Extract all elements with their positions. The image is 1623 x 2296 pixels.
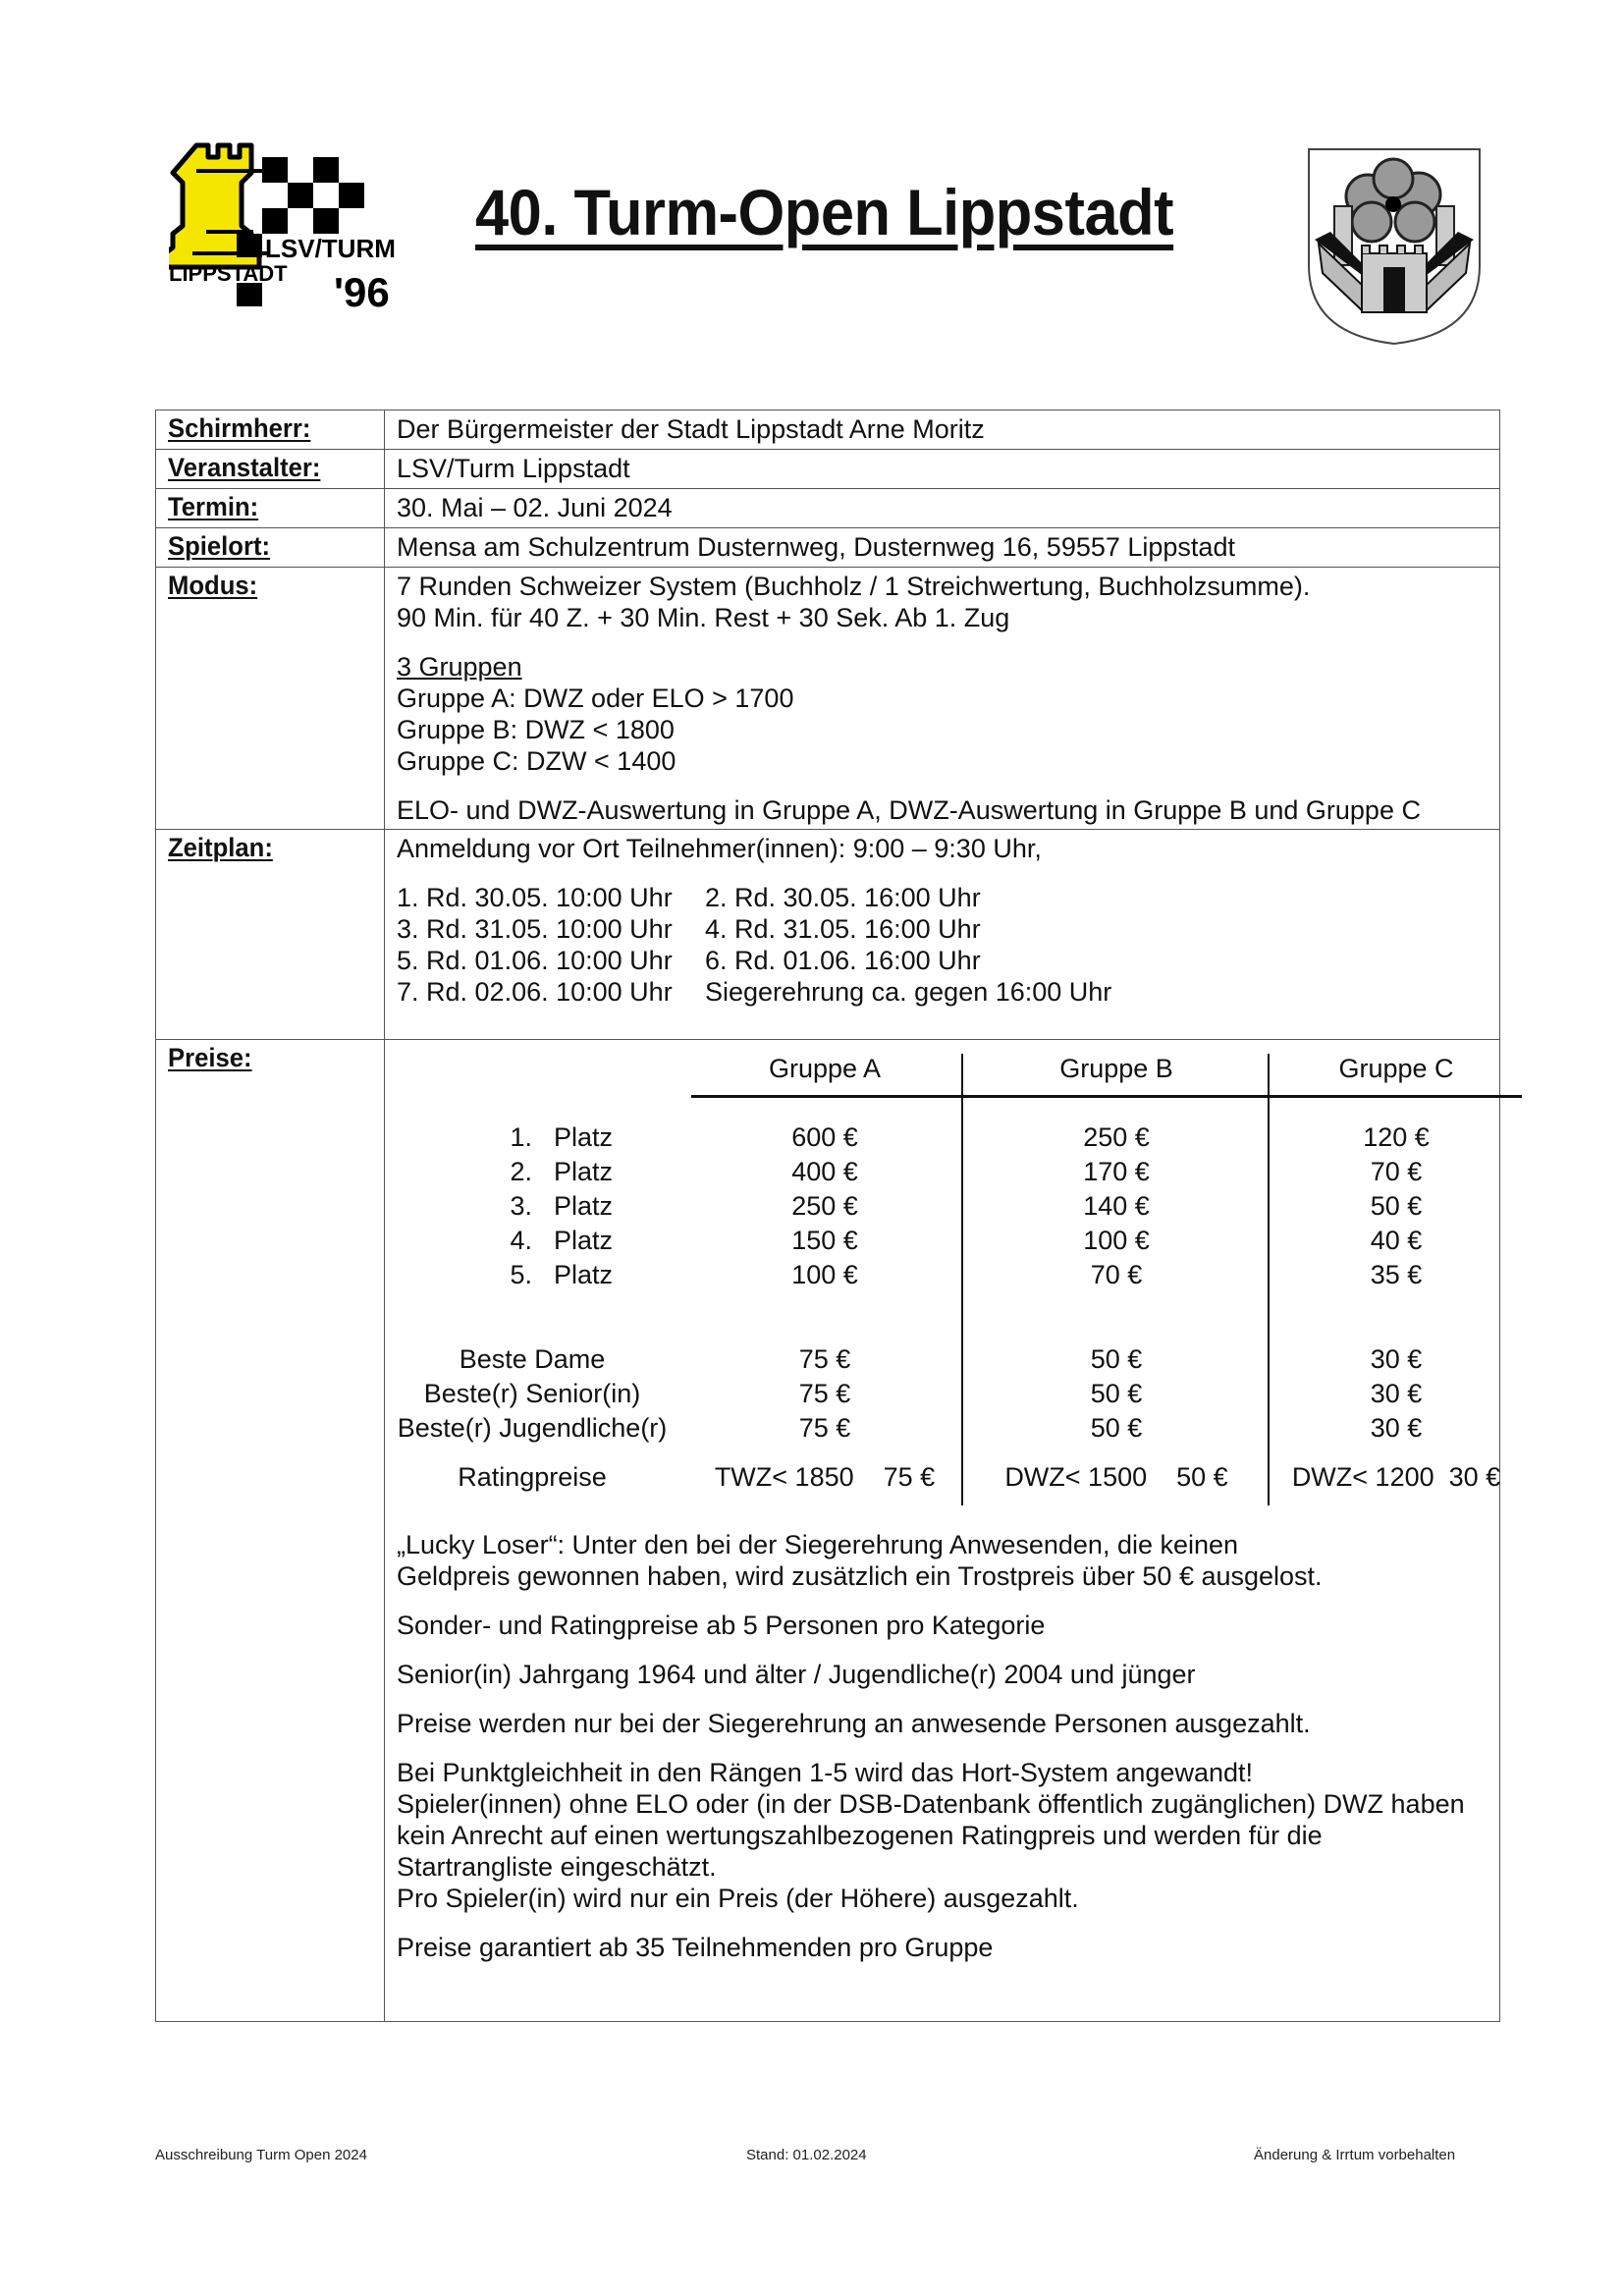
row-schirmherr: [156, 410, 1500, 450]
schedule-round-2: 2. Rd. 30.05. 16:00 Uhr: [705, 883, 981, 912]
prize-group-b: 140 €: [1083, 1191, 1150, 1221]
value-zeitplan: [385, 830, 1500, 1040]
one-prize-rule: Pro Spieler(in) wird nur ein Preis (der Höhere) ausgezahlt.: [397, 1884, 1079, 1913]
schedule-round-3: 3. Rd. 31.05. 10:00 Uhr: [397, 914, 673, 944]
row-zeitplan: [156, 830, 1500, 1040]
label-termin: Termin:: [168, 492, 259, 521]
label-veranstalter: Veranstalter:: [168, 453, 321, 482]
rating-prize-group-a: TWZ< 1850 75 €: [714, 1462, 936, 1492]
schedule-round-4: 4. Rd. 31.05. 16:00 Uhr: [705, 914, 981, 944]
place-label: Platz: [554, 1157, 614, 1186]
header-divider: [691, 1095, 1522, 1098]
group-b-rule: Gruppe B: DWZ < 1800: [397, 715, 675, 744]
logo-text-lsv: LSV/TURM: [265, 234, 396, 263]
row-modus: [156, 568, 1500, 830]
prize-table: [385, 1040, 1499, 1502]
rating-prize-group-b: DWZ< 1500 50 €: [1004, 1462, 1228, 1492]
place-number: 3.: [510, 1191, 532, 1221]
place-number: 1.: [510, 1122, 532, 1152]
row-spielort: [156, 528, 1500, 568]
age-category-definition: Senior(in) Jahrgang 1964 und älter / Jugendliche(r) 2004 und jünger: [397, 1660, 1196, 1689]
group-c-rule: Gruppe C: DZW < 1400: [397, 746, 676, 776]
page-title: 40. Turm-Open Lippstadt: [475, 176, 1174, 248]
schedule-ceremony: Siegerehrung ca. gegen 16:00 Uhr: [705, 977, 1112, 1007]
label-schirmherr: Schirmherr:: [168, 413, 311, 443]
prize-group-b: 50 €: [1090, 1344, 1143, 1374]
place-label: Platz: [554, 1191, 614, 1221]
schedule-round-7: 7. Rd. 02.06. 10:00 Uhr: [397, 977, 673, 1007]
value-modus: [385, 568, 1500, 830]
col-header-group-a: Gruppe A: [768, 1054, 882, 1083]
col-header-group-c: Gruppe C: [1338, 1054, 1454, 1083]
footer-disclaimer: Änderung & Irrtum vorbehalten: [1254, 2147, 1456, 2163]
prize-group-c: 70 €: [1370, 1157, 1423, 1186]
prize-group-a: 400 €: [791, 1157, 858, 1186]
column-divider-ab: [961, 1054, 963, 1505]
prize-group-b: 50 €: [1090, 1379, 1143, 1408]
unrated-rule-2: kein Anrecht auf einen wertungszahlbezogenen Ratingpreis und werden für die: [397, 1821, 1323, 1850]
prize-guarantee: Preise garantiert ab 35 Teilnehmenden pro Gruppe: [397, 1933, 994, 1962]
prize-group-a: 75 €: [798, 1379, 851, 1408]
rating-prize-group-c: DWZ< 1200 30 €: [1291, 1462, 1501, 1492]
logo-text-year: '96: [334, 269, 390, 309]
prize-group-c: 120 €: [1363, 1122, 1430, 1152]
schedule-round-1: 1. Rd. 30.05. 10:00 Uhr: [397, 883, 673, 912]
prize-group-a: 150 €: [791, 1226, 858, 1255]
prize-group-b: 70 €: [1090, 1260, 1143, 1289]
schedule-round-5: 5. Rd. 01.06. 10:00 Uhr: [397, 946, 673, 975]
prize-group-c: 35 €: [1370, 1260, 1423, 1289]
modus-system: 7 Runden Schweizer System (Buchholz / 1 Streichwertung, Buchholzsumme).: [397, 572, 1311, 601]
place-number: 2.: [510, 1157, 532, 1186]
coat-of-arms-icon: [1301, 137, 1488, 349]
place-number: 4.: [510, 1226, 532, 1255]
prize-group-a: 75 €: [798, 1344, 851, 1374]
place-label: Platz: [554, 1226, 614, 1255]
label-modus: Modus:: [168, 571, 258, 600]
place-number: 5.: [510, 1260, 532, 1289]
row-veranstalter: [156, 450, 1500, 489]
footer-date: Stand: 01.02.2024: [746, 2147, 867, 2163]
attendance-requirement: Preise werden nur bei der Siegerehrung an anwesende Personen ausgezahlt.: [397, 1709, 1311, 1738]
prize-group-b: 250 €: [1083, 1122, 1150, 1152]
prize-group-c: 30 €: [1370, 1379, 1423, 1408]
prize-group-c: 40 €: [1370, 1226, 1423, 1255]
value-schirmherr: Der Bürgermeister der Stadt Lippstadt Arne Moritz: [385, 410, 1500, 450]
club-logo: [169, 137, 424, 309]
unrated-rule-1: Spieler(innen) ohne ELO oder (in der DSB-Datenbank öffentlich zugänglichen) DWZ haben: [397, 1789, 1465, 1819]
prize-group-a: 100 €: [791, 1260, 858, 1289]
label-spielort: Spielort:: [168, 531, 271, 561]
unrated-rule-3: Startrangliste eingeschätzt.: [397, 1852, 717, 1882]
col-header-group-b: Gruppe B: [1059, 1054, 1173, 1083]
row-preise: [156, 1040, 1500, 2022]
group-a-rule: Gruppe A: DWZ oder ELO > 1700: [397, 683, 794, 713]
place-label: Platz: [554, 1122, 614, 1152]
prize-group-b: 50 €: [1090, 1413, 1143, 1443]
prize-group-c: 30 €: [1370, 1413, 1423, 1443]
groups-heading: 3 Gruppen: [397, 652, 522, 682]
place-label: Platz: [554, 1260, 614, 1289]
prize-group-b: 170 €: [1083, 1157, 1150, 1186]
special-prize-label: Beste Dame: [459, 1344, 606, 1374]
registration-time: Anmeldung vor Ort Teilnehmer(innen): 9:00 – 9:30 Uhr,: [397, 834, 1042, 863]
label-zeitplan: Zeitplan:: [168, 833, 273, 862]
modus-time-control: 90 Min. für 40 Z. + 30 Min. Rest + 30 Sek. Ab 1. Zug: [397, 603, 1010, 632]
prize-group-a: 600 €: [791, 1122, 858, 1152]
rating-evaluation-note: ELO- und DWZ-Auswertung in Gruppe A, DWZ-Auswertung in Gruppe B und Gruppe C: [397, 795, 1421, 825]
lucky-loser-line-1: „Lucky Loser“: Unter den bei der Siegerehrung Anwesenden, die keinen: [397, 1530, 1239, 1559]
value-veranstalter: LSV/Turm Lippstadt: [385, 450, 1500, 489]
value-preise: [385, 1040, 1500, 2022]
prize-group-a: 75 €: [798, 1413, 851, 1443]
special-prize-label: Beste(r) Senior(in): [423, 1379, 641, 1408]
row-termin: [156, 489, 1500, 528]
lucky-loser-line-2: Geldpreis gewonnen haben, wird zusätzlich ein Trostpreis über 50 € ausgelost.: [397, 1561, 1323, 1591]
tiebreak-rule: Bei Punktgleichheit in den Rängen 1-5 wird das Hort-System angewandt!: [397, 1758, 1253, 1787]
prize-group-c: 30 €: [1370, 1344, 1423, 1374]
value-spielort: Mensa am Schulzentrum Dusternweg, Dusternweg 16, 59557 Lippstadt: [385, 528, 1500, 568]
prize-group-c: 50 €: [1370, 1191, 1423, 1221]
round-schedule: [397, 882, 1488, 1008]
prize-group-a: 250 €: [791, 1191, 858, 1221]
tournament-info-table: [155, 410, 1500, 2022]
label-preise: Preise:: [168, 1043, 252, 1072]
special-prize-label: Beste(r) Jugendliche(r): [397, 1413, 668, 1443]
value-termin: 30. Mai – 02. Juni 2024: [385, 489, 1500, 528]
logo-text-city: LIPPSTADT: [169, 261, 288, 286]
schedule-round-6: 6. Rd. 01.06. 16:00 Uhr: [705, 946, 981, 975]
prize-notes: [397, 1529, 1488, 1963]
special-prize-minimum: Sonder- und Ratingpreise ab 5 Personen pro Kategorie: [397, 1611, 1046, 1640]
rating-prize-label: Ratingpreise: [458, 1462, 607, 1492]
footer-document-name: Ausschreibung Turm Open 2024: [155, 2147, 367, 2163]
prize-group-b: 100 €: [1083, 1226, 1150, 1255]
